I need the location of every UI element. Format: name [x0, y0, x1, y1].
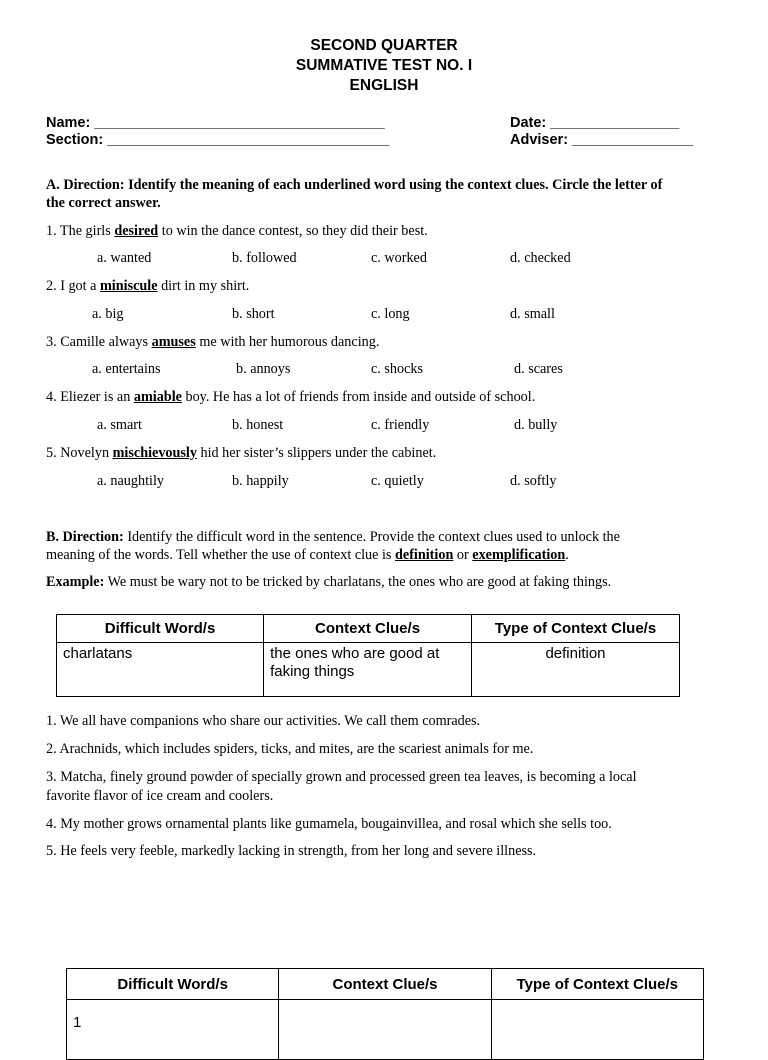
title-line-2: SUMMATIVE TEST NO. I	[295, 57, 473, 74]
choice-2b[interactable]: b. short	[232, 306, 275, 322]
example-table	[56, 614, 680, 697]
sentence-1: 1. We all have companions who share our activities. We call them comrades.	[46, 713, 481, 729]
part-b-direction-line-2: meaning of the words. Tell whether the use of context clue is definition or exemplification.	[46, 547, 569, 563]
part-b-direction: B. Direction: Identify the difficult word in the sentence. Provide the context clues used to unlock the	[46, 529, 620, 545]
choice-4d[interactable]: d. bully	[514, 417, 558, 433]
choice-2d[interactable]: d. small	[510, 306, 555, 322]
title-line-1: SECOND QUARTER	[310, 37, 458, 54]
choice-1c[interactable]: c. worked	[371, 250, 427, 266]
sentence-2: 2. Arachnids, which includes spiders, ticks, and mites, are the scariest animals for me.	[46, 741, 534, 757]
choice-4c[interactable]: c. friendly	[371, 417, 430, 433]
choice-3a[interactable]: a. entertains	[92, 361, 161, 377]
answer-type-cell[interactable]	[491, 1000, 703, 1060]
adviser-field[interactable]: Adviser: _______________	[510, 132, 694, 148]
underlined-word: desired	[114, 223, 159, 239]
underlined-word: miniscule	[99, 278, 158, 294]
title-line-3: ENGLISH	[349, 77, 419, 94]
header-difficult-words: Difficult Word/s	[57, 615, 264, 643]
answer-header-type: Type of Context Clue/s	[491, 969, 703, 1000]
choice-4b[interactable]: b. honest	[232, 417, 284, 433]
example-word-cell: charlatans	[57, 643, 264, 697]
sentence-5: 5. He feels very feeble, markedly lacking in strength, from her long and severe illness.	[46, 843, 537, 859]
choice-4a[interactable]: a. smart	[97, 417, 142, 433]
date-field[interactable]: Date: ________________	[510, 115, 680, 131]
sentence-4: 4. My mother grows ornamental plants like gumamela, bougainvillea, and rosal which she sells too.	[46, 816, 612, 832]
question-5: 5. Novelyn mischievously hid her sister’s slippers under the cabinet.	[46, 445, 437, 461]
answer-table	[66, 968, 704, 1060]
choice-5c[interactable]: c. quietly	[371, 473, 424, 489]
part-a-direction: A. Direction: Identify the meaning of each underlined word using the context clues. Circle the letter of	[46, 177, 663, 193]
sentence-3-line-2: favorite flavor of ice cream and coolers.	[46, 788, 274, 804]
choice-2a[interactable]: a. big	[92, 306, 124, 322]
question-3: 3. Camille always amuses me with her humorous dancing.	[46, 334, 380, 350]
choice-5d[interactable]: d. softly	[510, 473, 557, 489]
answer-clue-cell[interactable]	[279, 1000, 491, 1060]
question-4: 4. Eliezer is an amiable boy. He has a lot of friends from inside and outside of school.	[46, 389, 536, 405]
example-clue-cell: the ones who are good at faking things	[264, 643, 472, 697]
section-field[interactable]: Section: ___________________________________	[46, 132, 390, 148]
choice-1d[interactable]: d. checked	[510, 250, 571, 266]
answer-word-cell[interactable]: 1	[67, 1000, 279, 1060]
choice-3c[interactable]: c. shocks	[371, 361, 424, 377]
choice-2c[interactable]: c. long	[371, 306, 410, 322]
choice-5b[interactable]: b. happily	[232, 473, 289, 489]
underlined-word: amiable	[133, 389, 182, 405]
question-1: 1. The girls desired to win the dance contest, so they did their best.	[46, 223, 428, 239]
example-type-cell: definition	[471, 643, 679, 697]
choice-1a[interactable]: a. wanted	[97, 250, 152, 266]
example-sentence: Example: We must be wary not to be tricked by charlatans, the ones who are good at faking things.	[46, 574, 612, 590]
answer-header-context-clues: Context Clue/s	[279, 969, 491, 1000]
header-context-clues: Context Clue/s	[264, 615, 472, 643]
underlined-word: amuses	[151, 334, 196, 350]
sentence-3: 3. Matcha, finely ground powder of specially grown and processed green tea leaves, is becoming a local	[46, 769, 637, 785]
header-type: Type of Context Clue/s	[471, 615, 679, 643]
choice-3d[interactable]: d. scares	[514, 361, 563, 377]
choice-5a[interactable]: a. naughtily	[97, 473, 164, 489]
name-field[interactable]: Name: ____________________________________	[46, 115, 385, 131]
choice-1b[interactable]: b. followed	[232, 250, 297, 266]
underlined-word: mischievously	[112, 445, 197, 461]
answer-header-difficult-words: Difficult Word/s	[67, 969, 279, 1000]
part-a-direction-line-2: the correct answer.	[46, 195, 161, 211]
question-2: 2. I got a miniscule dirt in my shirt.	[46, 278, 250, 294]
choice-3b[interactable]: b. annoys	[236, 361, 291, 377]
